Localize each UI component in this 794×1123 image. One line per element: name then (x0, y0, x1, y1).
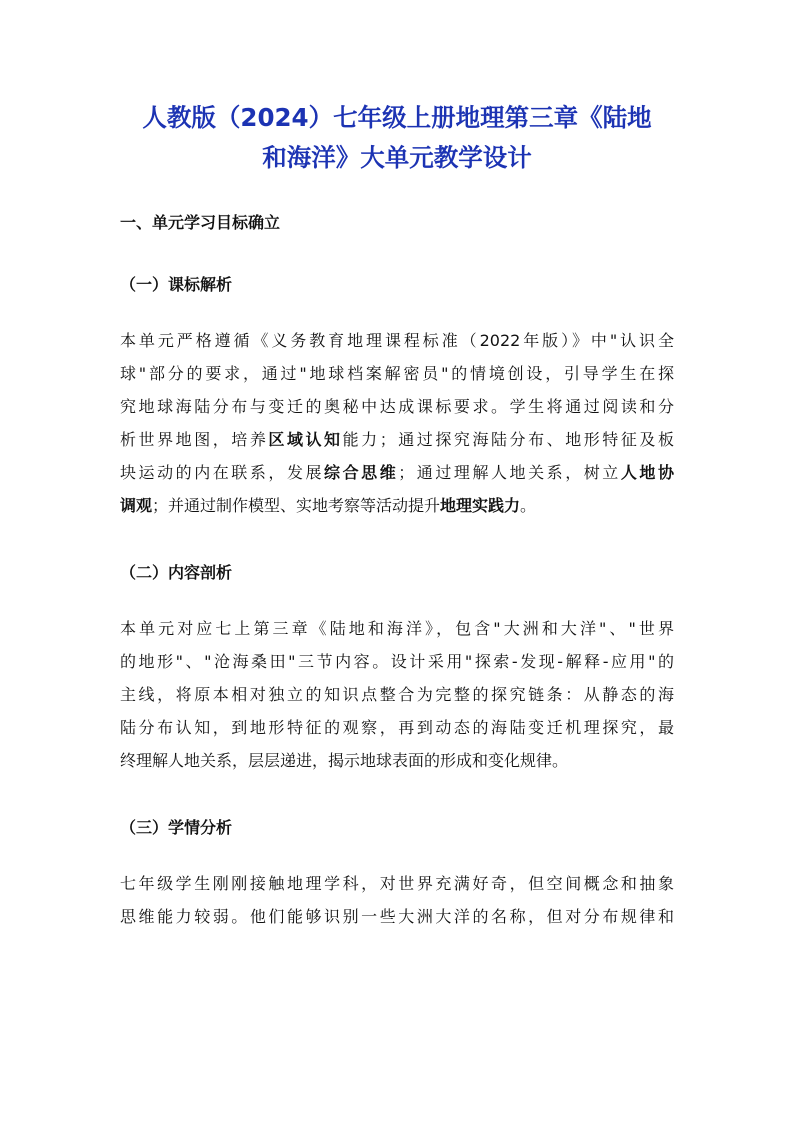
subsection-heading-student-analysis: （三）学情分析 (120, 818, 233, 837)
paragraph-line: 思维能力较弱。他们能够识别一些大洲大洋的名称，但对分布规律和 (120, 907, 674, 926)
title-line-1: 人教版（2024）七年级上册地理第三章《陆地 (142, 103, 652, 132)
paragraph-line: 究地球海陆分布与变迁的奥秘中达成课标要求。学生将通过阅读和分 (120, 397, 674, 416)
text-run: ；通过理解人地关系，树立 (398, 463, 621, 482)
paragraph-student-analysis (120, 867, 674, 933)
paragraph-line (120, 423, 674, 456)
paragraph-line: 的地形"、"沧海桑田"三节内容。设计采用"探索-发现-解释-应用"的 (120, 652, 674, 671)
text-run: ；并通过制作模型、实地考察等活动提升 (152, 496, 441, 515)
paragraph-content (120, 612, 674, 777)
subsection-heading-content: （二）内容剖析 (120, 563, 233, 582)
text-run: 块运动的内在联系，发展 (120, 463, 325, 482)
key-term-regional-cognition: 区域认知 (268, 430, 343, 449)
key-term-human-earth-part2: 调观 (120, 496, 153, 515)
text-run: 能力；通过探究海陆分布、地形特征及板 (342, 430, 674, 449)
paragraph-line: 陆分布认知，到地形特征的观察，再到动态的海陆变迁机理探究，最 (120, 718, 674, 737)
document-title (120, 98, 674, 178)
text-run: 析世界地图，培养 (120, 430, 269, 449)
paragraph-line: 七年级学生刚刚接触地理学科，对世界充满好奇，但空间概念和抽象 (120, 874, 674, 893)
paragraph-line: 主线，将原本相对独立的知识点整合为完整的探究链条：从静态的海 (120, 685, 674, 704)
key-term-geo-practice: 地理实践力 (440, 496, 521, 515)
paragraph-line: 本单元对应七上第三章《陆地和海洋》，包含"大洲和大洋"、"世界 (120, 619, 674, 638)
paragraph-line: 本单元严格遵循《义务教育地理课程标准（2022年版）》中"认识全 (120, 331, 674, 350)
section-heading-unit-goals: 一、单元学习目标确立 (120, 213, 281, 232)
title-line-2: 和海洋》大单元教学设计 (262, 143, 532, 172)
key-term-human-earth-part1: 人地协 (620, 463, 674, 482)
subsection-heading-curriculum: （一）课标解析 (120, 275, 233, 294)
paragraph-line (120, 456, 674, 489)
paragraph-line (120, 489, 674, 522)
paragraph-line: 终理解人地关系，层层递进，揭示地球表面的形成和变化规律。 (120, 751, 569, 770)
key-term-integrated-thinking: 综合思维 (324, 463, 399, 482)
text-run: 。 (520, 496, 537, 515)
paragraph-line: 球"部分的要求，通过"地球档案解密员"的情境创设，引导学生在探 (120, 364, 674, 383)
paragraph-curriculum (120, 324, 674, 522)
